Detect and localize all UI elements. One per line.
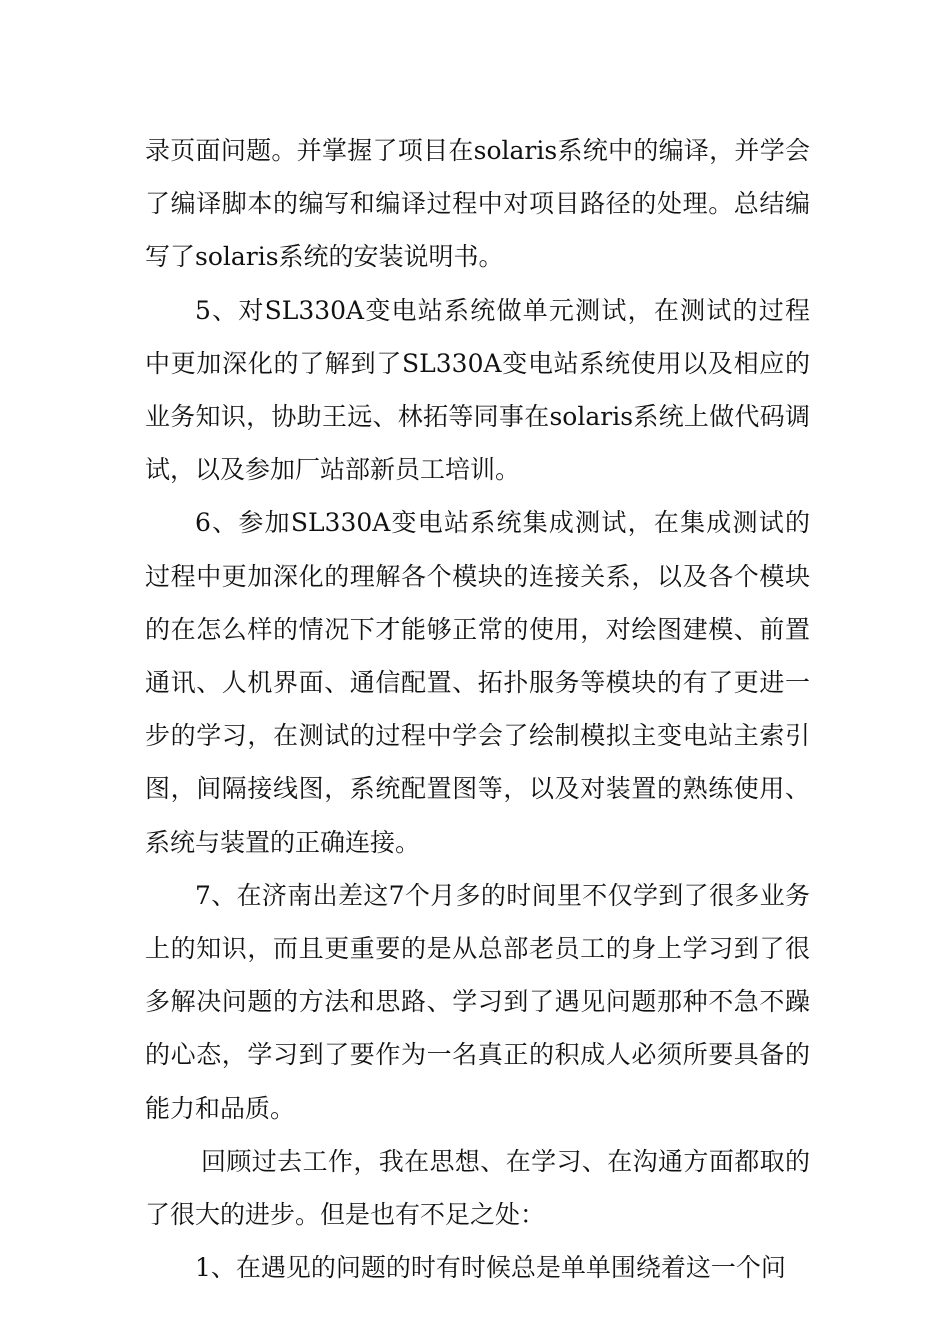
paragraph-shortcoming-1: 1、在遇见的问题的时有时候总是单单围绕着这一个问 (195, 1253, 786, 1283)
paragraph-review: 回顾过去工作，我在思想、在学习、在沟通方面都取的了很大的进步。但是也有不足之处： (145, 1146, 810, 1230)
paragraph-item-5: 5、对SL330A变电站系统做单元测试，在测试的过程中更加深化的了解到了SL330A变电站系统使用以及相应的业务知识，协助王远、林拓等同事在solaris系统上做代码调试，以及参加厂站部新员工培训。 (145, 295, 810, 485)
document-body (145, 124, 810, 1294)
paragraph-continuation: 录页面问题。并掌握了项目在solaris系统中的编译，并学会了编译脚本的编写和编译过程中对项目路径的处理。总结编写了solaris系统的安装说明书。 (145, 136, 810, 272)
paragraph-item-7: 7、在济南出差这7个月多的时间里不仅学到了很多业务上的知识，而且更重要的是从总部老员工的身上学习到了很多解决问题的方法和思路、学习到了遇见问题那种不急不躁的心态，学习到了要作为一名真正的积成人必须所要具备的能力和品质。 (145, 880, 810, 1123)
paragraph-item-6: 6、参加SL330A变电站系统集成测试，在集成测试的过程中更加深化的理解各个模块的连接关系，以及各个模块的在怎么样的情况下才能够正常的使用，对绘图建模、前置通讯、人机界面、通信配置、拓扑服务等模块的有了更进一步的学习，在测试的过程中学会了绘制模拟主变电站主索引图，间隔接线图，系统配置图等，以及对装置的熟练使用、系统与装置的正确连接。 (145, 508, 810, 857)
